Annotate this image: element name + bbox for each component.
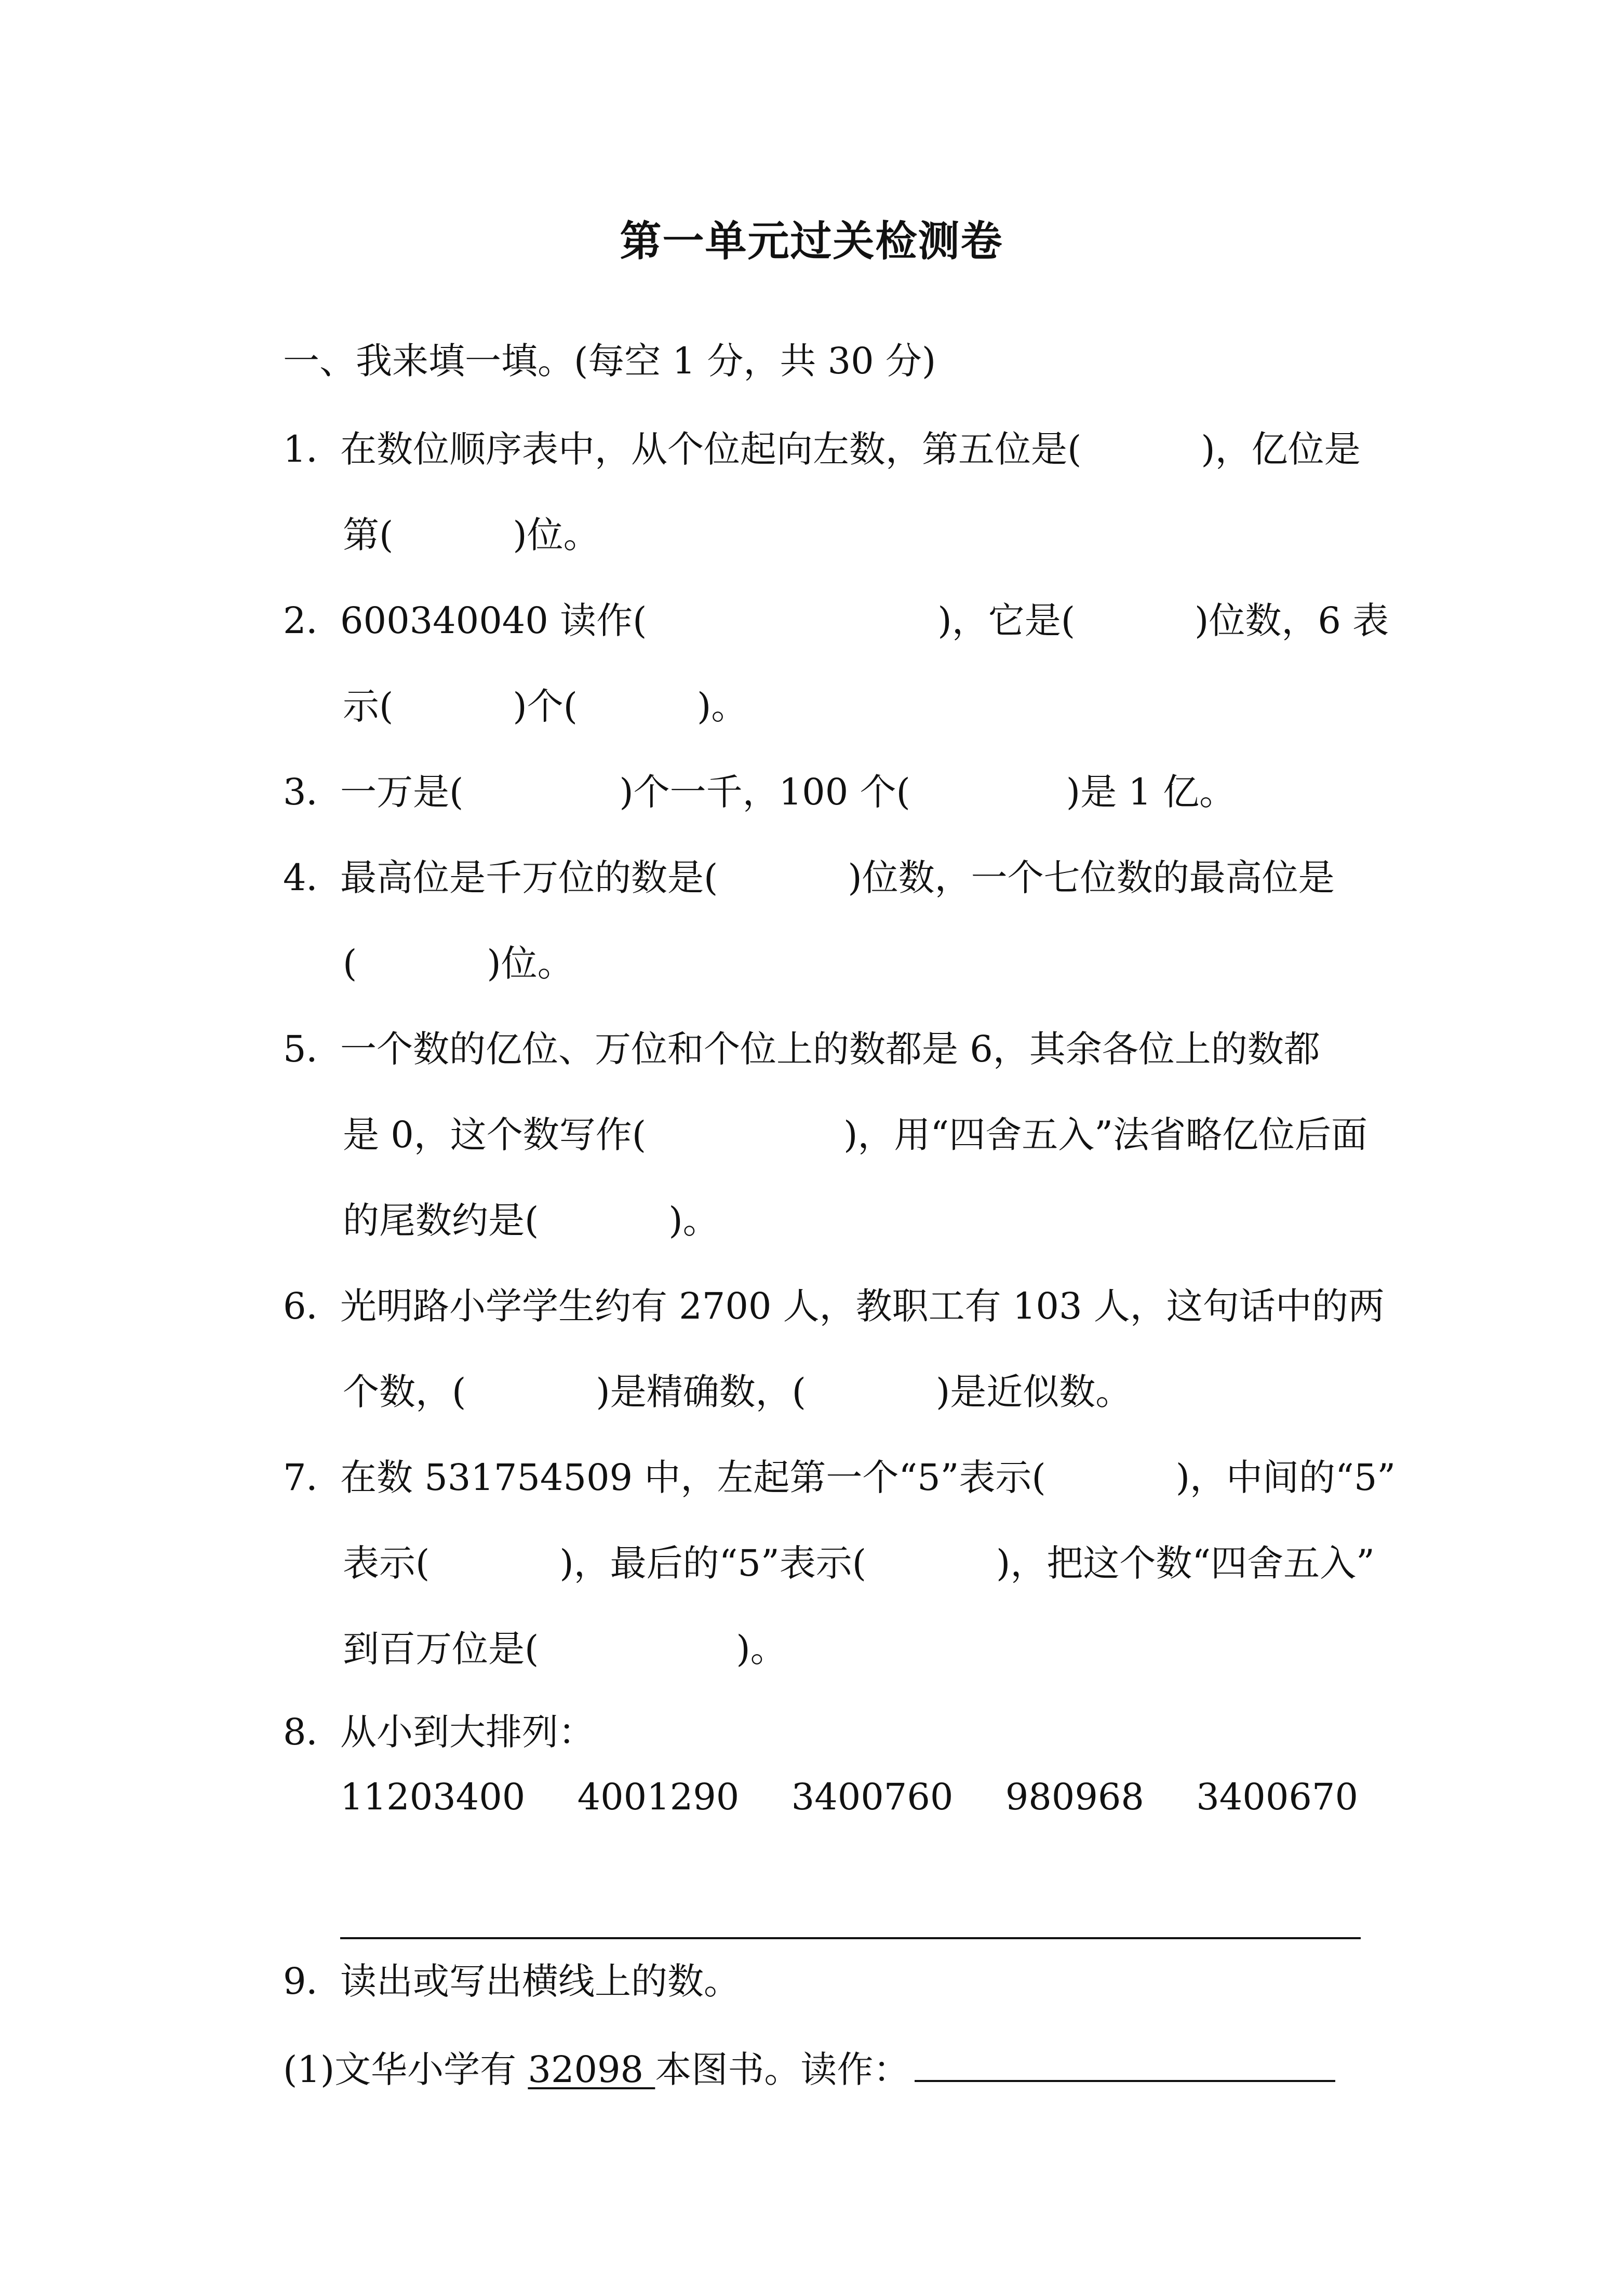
- question-7-line-2: 表示( )，最后的“5”表示( )，把这个数“四舍五入”: [343, 1542, 1375, 1585]
- question-3-line-1: 3．一万是( )个一千，100 个( )是 1 亿。: [283, 771, 1236, 813]
- number-item: 3400760: [791, 1776, 954, 1818]
- question-4-line-2: ( )位。: [343, 942, 574, 985]
- question-7-line-3: 到百万位是( )。: [343, 1628, 787, 1670]
- question-1-line-1: [283, 426, 1361, 473]
- number-item: 4001290: [577, 1776, 740, 1818]
- question-6-line-1: 6．光明路小学学生约有 2700 人，教职工有 103 人，这句话中的两: [283, 1285, 1385, 1327]
- question-5-line-1: 5．一个数的亿位、万位和个位上的数都是 6，其余各位上的数都: [283, 1028, 1320, 1070]
- question-4-line-1: 4．最高位是千万位的数是( )位数，一个七位数的最高位是: [283, 856, 1335, 899]
- number-item: 980968: [1005, 1776, 1144, 1818]
- question-1-line-2: 第( )位。: [343, 514, 600, 556]
- question-7-line-1: 7．在数 531754509 中，左起第一个“5”表示( )，中间的“5”: [283, 1456, 1396, 1499]
- question-9-sub-1: (1)文华小学有 32098 本图书。读作：: [283, 2044, 1335, 2093]
- number-item: 3400670: [1196, 1776, 1358, 1818]
- read-answer-line[interactable]: [915, 2044, 1335, 2082]
- question-2-line-2: 示( )个( )。: [343, 685, 748, 728]
- question-5-line-2: 是 0，这个数写作( )，用“四舍五入”法省略亿位后面: [343, 1113, 1367, 1156]
- answer-line[interactable]: [340, 1937, 1361, 1939]
- question-8-line-1: 8．从小到大排列：: [283, 1711, 595, 1753]
- question-2-line-1: 2．600340040 读作( )，它是( )位数，6 表: [283, 599, 1389, 642]
- underlined-number: 32098: [528, 2048, 655, 2091]
- question-1-text-a: 1．在数位顺序表中，从个位起向左数，第五位是( )，亿位是: [283, 428, 1361, 471]
- question-6-line-2: 个数，( )是精确数，( )是近似数。: [343, 1371, 1132, 1413]
- page-title: 第一单元过关检测卷: [620, 217, 1003, 265]
- question-9-line-1: 9．读出或写出横线上的数。: [283, 1960, 740, 2003]
- section-heading: 一、我来填一填。(每空 1 分，共 30 分): [283, 340, 936, 382]
- number-list: [340, 1774, 1358, 1820]
- number-item: 11203400: [340, 1776, 526, 1818]
- question-5-line-3: 的尾数约是( )。: [343, 1199, 719, 1242]
